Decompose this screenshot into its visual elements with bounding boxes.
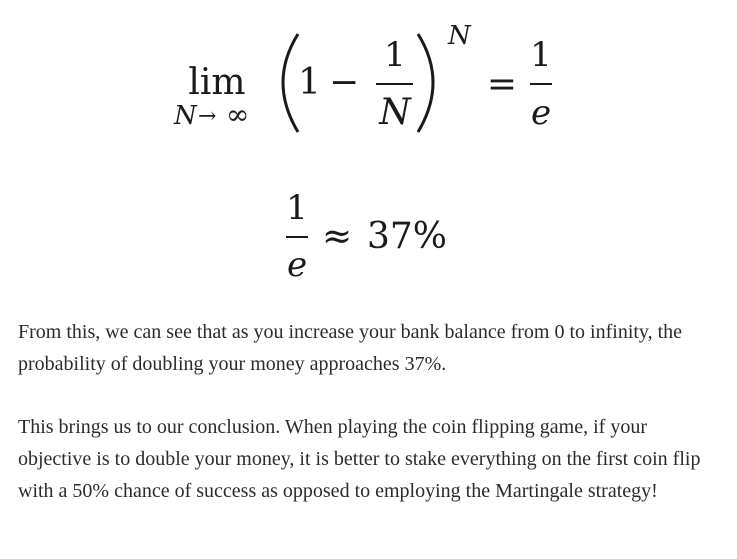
lim-subscript-arrow: → xyxy=(198,104,217,129)
fraction-denominator: N xyxy=(379,92,411,133)
paragraph-bank-balance: From this, we can see that as you increase your bank balance from 0 to infinity, the probability of doubling your money approaches 37%. xyxy=(18,321,683,375)
lim-subscript-limit: ∞ xyxy=(226,98,250,131)
approx-numerator: 1 xyxy=(286,188,308,228)
paragraph-conclusion: This brings us to our conclusion. When playing the coin flipping game, if your objective is to double your money, it is better to stake everything on the first coin flip with a 50% chance of success as opposed to employing the Martingale strategy! xyxy=(18,416,701,502)
approx-sign: ≈ xyxy=(322,216,353,257)
exponent: N xyxy=(448,21,471,51)
approx-denominator: e xyxy=(286,245,308,285)
lim-subscript-var: N xyxy=(174,101,197,131)
approx-value: 37% xyxy=(367,216,448,257)
base-one: 1 xyxy=(298,62,321,103)
rhs-numerator: 1 xyxy=(530,35,552,75)
limit-equation xyxy=(173,21,552,133)
equals-sign: = xyxy=(486,64,518,105)
lim-operator: lim xyxy=(188,62,246,103)
right-paren xyxy=(418,34,433,132)
fraction-numerator: 1 xyxy=(384,35,406,75)
left-paren xyxy=(283,34,298,132)
approximation-equation xyxy=(286,188,447,285)
rhs-denominator: e xyxy=(530,93,552,133)
minus-sign: − xyxy=(329,62,360,103)
